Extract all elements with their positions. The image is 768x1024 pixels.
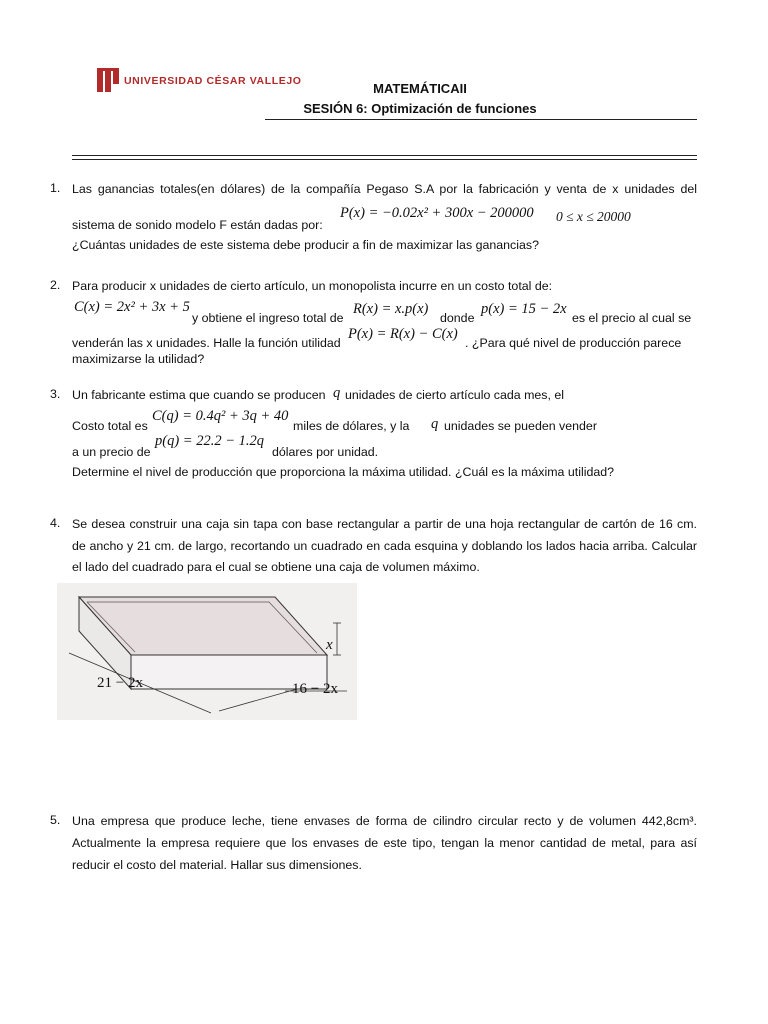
university-name: UNIVERSIDAD CÉSAR VALLEJO (124, 75, 302, 87)
problem-2-cost-formula: C(x) = 2x² + 3x + 5 (74, 299, 190, 315)
problem-5-line3: reducir el costo del material. Hallar sus dimensiones. (72, 858, 362, 872)
problem-3-line3-a: a un precio de (72, 445, 151, 459)
problem-3-line1-b: unidades de cierto artículo cada mes, el (345, 388, 565, 402)
problem-1-domain: 0 ≤ x ≤ 20000 (556, 209, 631, 224)
problem-3-price-formula: p(q) = 22.2 − 1.2q (155, 433, 264, 449)
problem-1-number: 1. (50, 181, 61, 195)
problem-3-line4: Determine el nivel de producción que proporciona la máxima utilidad. ¿Cuál es la máxima utilidad? (72, 465, 615, 479)
problem-2-profit-formula: P(x) = R(x) − C(x) (348, 326, 458, 342)
problem-1-line1: Las ganancias totales(en dólares) de la compañía Pegaso S.A por la fabricación y venta de x unidades del (72, 182, 697, 196)
problem-1-line3: ¿Cuántas unidades de este sistema debe producir a fin de maximizar las ganancias? (72, 238, 539, 252)
problem-4-line2: de ancho y 21 cm. de largo, recortando un cuadrado en cada esquina y doblando los lados hacia arriba. Calcular (72, 539, 697, 553)
problem-3-line2-b: miles de dólares, y la (293, 419, 410, 433)
problem-3-number: 3. (50, 387, 61, 401)
problem-1-profit-formula: P(x) = −0.02x² + 300x − 200000 (340, 205, 534, 221)
problem-4-line3: el lado del cuadrado para el cual se obtiene una caja de volumen máximo. (72, 560, 480, 574)
box-length-label: 21 − 2x (97, 675, 143, 691)
problem-5-line1: Una empresa que produce leche, tiene envases de forma de cilindro circular recto y de volumen 442,8cm³. (72, 814, 697, 828)
problem-2-line3: venderán las x unidades. Halle la función utilidad (72, 336, 341, 350)
university-crest-icon (97, 68, 119, 94)
problem-5-number: 5. (50, 813, 61, 827)
box-height-label: x (326, 637, 333, 653)
page-title: MATEMÁTICAII (373, 81, 467, 96)
header-rule (265, 119, 697, 120)
divider-bottom (72, 159, 697, 160)
problem-2-number: 2. (50, 278, 61, 292)
problem-3-q-symbol: q (333, 385, 341, 401)
problem-1-line2: sistema de sonido modelo F están dadas por: (72, 218, 323, 232)
problem-4-number: 4. (50, 516, 61, 530)
problem-2-price-formula: p(x) = 15 − 2x (481, 301, 567, 317)
box-figure (57, 583, 357, 720)
problem-3-line3-b: dólares por unidad. (272, 445, 379, 459)
problem-2-text-b: donde (440, 311, 475, 325)
problem-3-q-symbol-2: q (431, 416, 439, 432)
session-title: SESIÓN 6: Optimización de funciones (303, 101, 537, 116)
problem-2-line3-end: . ¿Para qué nivel de producción parece (465, 336, 682, 350)
divider-top (72, 155, 697, 156)
problem-3-line2-a: Costo total es (72, 419, 148, 433)
problem-2-text-c: es el precio al cual se (572, 311, 692, 325)
problem-3-line1-a: Un fabricante estima que cuando se producen (72, 388, 326, 402)
problem-3-cost-formula: C(q) = 0.4q² + 3q + 40 (152, 408, 289, 424)
box-width-label: 16 − 2x (292, 681, 338, 697)
problem-2-revenue-formula: R(x) = x.p(x) (353, 301, 429, 317)
problem-3-line2-c: unidades se pueden vender (444, 419, 597, 433)
problem-4-line1: Se desea construir una caja sin tapa con base rectangular a partir de una hoja rectangular de cartón de 16 cm. (72, 517, 697, 531)
problem-2-line4: maximizarse la utilidad? (72, 352, 205, 366)
problem-2-line1: Para producir x unidades de cierto artículo, un monopolista incurre en un costo total de: (72, 279, 553, 293)
problem-5-line2: Actualmente la empresa requiere que los envases de este tipo, tengan la menor cantidad de metal, para así (72, 836, 697, 850)
problem-2-text-a: y obtiene el ingreso total de (192, 311, 344, 325)
